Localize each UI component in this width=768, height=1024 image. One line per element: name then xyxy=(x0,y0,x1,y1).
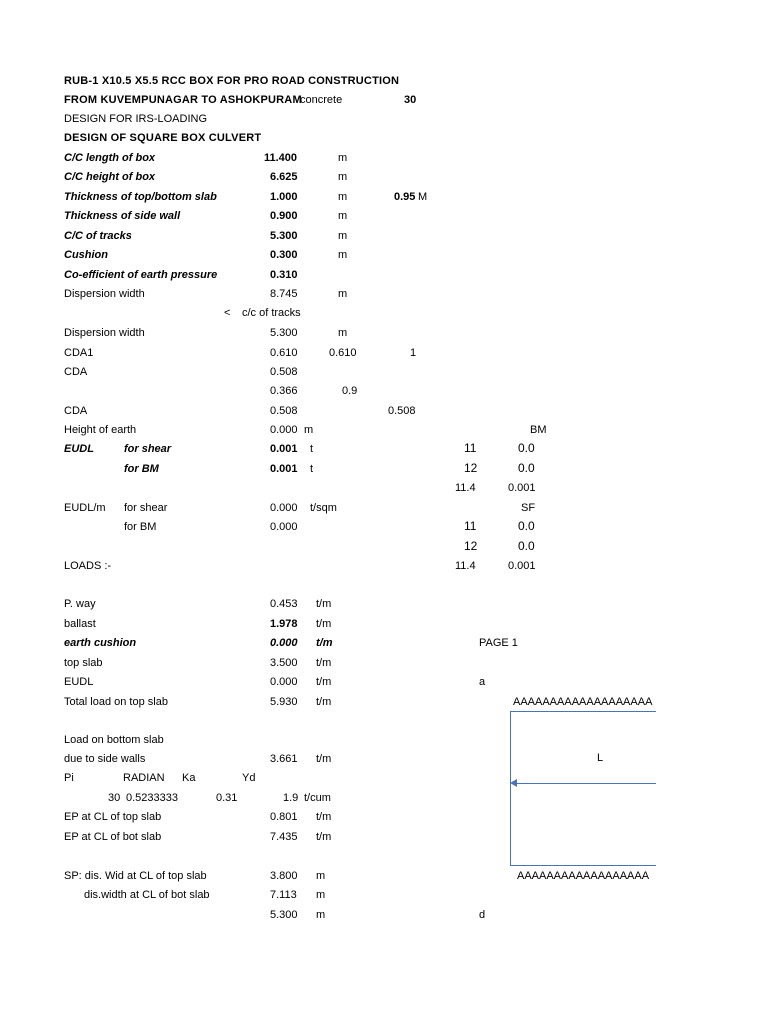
param-label: C/C height of box xyxy=(64,171,156,183)
ka-label: Ka xyxy=(182,772,196,784)
sf-value: 0.0 xyxy=(518,519,535,533)
side-walls-value: 3.661 xyxy=(270,753,298,765)
param-value: 1.000 xyxy=(270,191,298,203)
pi-value: 30 xyxy=(108,792,121,804)
eudlm-label: EUDL/m xyxy=(64,502,106,514)
diagram-top-line xyxy=(510,711,656,712)
cda-value: 0.508 xyxy=(270,405,298,417)
sf-key: 11.4 xyxy=(455,560,476,572)
cda-row3-value-2: 0.9 xyxy=(342,385,358,397)
sp-top-unit: m xyxy=(316,870,326,882)
load-label: earth cushion xyxy=(64,637,137,649)
title-line-2: FROM KUVEMPUNAGAR TO ASHOKPURAM xyxy=(64,94,302,106)
param-label: Cushion xyxy=(64,249,108,261)
load-value: 0.453 xyxy=(270,598,298,610)
ep-top-unit: t/m xyxy=(316,811,332,823)
cda1-value-3: 1 xyxy=(410,347,417,359)
eudl-bm-value: 0.001 xyxy=(270,463,298,475)
extra-value: 0.95 xyxy=(394,191,416,203)
page-label: PAGE 1 xyxy=(479,637,518,649)
param-value: 0.310 xyxy=(270,269,298,281)
ep-bot-unit: t/m xyxy=(316,831,332,843)
cda-value-2: 0.508 xyxy=(388,405,416,417)
load-label: Total load on top slab xyxy=(64,696,168,708)
extra-unit: M xyxy=(418,191,428,203)
dispersion-unit: m xyxy=(338,327,348,339)
eudlm-shear-unit: t/sqm xyxy=(310,502,337,514)
sp-bot-label: dis.width at CL of bot slab xyxy=(84,889,210,901)
load-unit: t/m xyxy=(316,637,333,649)
sp-bot-unit: m xyxy=(316,889,326,901)
load-value: 0.000 xyxy=(270,676,298,688)
load-value: 3.500 xyxy=(270,657,298,669)
eudl-shear-label: for shear xyxy=(124,443,172,455)
load-label: EUDL xyxy=(64,676,94,688)
load-unit: t/m xyxy=(316,598,332,610)
load-unit: t/m xyxy=(316,696,332,708)
param-label: Co-efficient of earth pressure xyxy=(64,269,218,281)
bm-key: 11.4 xyxy=(455,482,476,494)
bm-key: 11 xyxy=(464,441,477,455)
eudlm-shear-label: for shear xyxy=(124,502,168,514)
param-unit: m xyxy=(338,152,348,164)
cda-row3-value-1: 0.366 xyxy=(270,385,298,397)
side-walls-label: due to side walls xyxy=(64,753,146,765)
param-value: 6.625 xyxy=(270,171,298,183)
design-of: DESIGN OF SQUARE BOX CULVERT xyxy=(64,132,262,144)
sf-key: 12 xyxy=(464,539,478,553)
bm-value: 0.0 xyxy=(518,441,535,455)
load-label: top slab xyxy=(64,657,103,669)
load-unit: t/m xyxy=(316,618,332,630)
cda1-value-1: 0.610 xyxy=(270,347,298,359)
cc-tracks-note: c/c of tracks xyxy=(242,307,301,319)
diagram-label-l: L xyxy=(597,752,604,764)
sp-top-label: SP: dis. Wid at CL of top slab xyxy=(64,870,207,882)
diagram-left-wall xyxy=(510,711,511,866)
param-unit: m xyxy=(338,249,348,261)
less-than: < xyxy=(224,307,231,319)
dispersion-label: Dispersion width xyxy=(64,327,145,339)
eudl-shear-unit: t xyxy=(310,443,314,455)
diagram-bottom-line xyxy=(510,865,656,866)
load-label: ballast xyxy=(64,618,96,630)
earth-unit: m xyxy=(304,424,314,436)
arrow-left-icon xyxy=(510,779,517,787)
eudl-label: EUDL xyxy=(64,443,94,455)
param-value: 5.300 xyxy=(270,230,298,242)
bm-header: BM xyxy=(530,424,547,436)
param-label: C/C of tracks xyxy=(64,230,132,242)
ka-value: 0.31 xyxy=(216,792,238,804)
yd-label: Yd xyxy=(242,772,256,784)
ep-top-value: 0.801 xyxy=(270,811,298,823)
radian-label: RADIAN xyxy=(123,772,165,784)
dispersion-value: 5.300 xyxy=(270,327,298,339)
param-value: 0.300 xyxy=(270,249,298,261)
load-bottom-label: Load on bottom slab xyxy=(64,734,164,746)
eudl-bm-unit: t xyxy=(310,463,314,475)
ep-bot-value: 7.435 xyxy=(270,831,298,843)
diagram-label-a: a xyxy=(479,676,486,688)
param-value: 11.400 xyxy=(264,152,298,164)
sf-header: SF xyxy=(521,502,536,514)
diagram-span-arrow-line xyxy=(516,783,656,784)
sf-value: 0.0 xyxy=(518,539,535,553)
sp-top-value: 3.800 xyxy=(270,870,298,882)
dispersion-unit: m xyxy=(338,288,348,300)
load-unit: t/m xyxy=(316,657,332,669)
eudlm-bm-value: 0.000 xyxy=(270,521,298,533)
eudl-bm-label: for BM xyxy=(124,463,159,475)
cda-label: CDA xyxy=(64,366,88,378)
side-walls-unit: t/m xyxy=(316,753,332,765)
sf-value: 0.001 xyxy=(508,560,536,572)
bm-value: 0.0 xyxy=(518,461,535,475)
dispersion-value: 8.745 xyxy=(270,288,298,300)
dispersion-label: Dispersion width xyxy=(64,288,145,300)
cda-label: CDA xyxy=(64,405,88,417)
param-unit: m xyxy=(338,191,348,203)
radian-value: 0.5233333 xyxy=(126,792,178,804)
pi-label: Pi xyxy=(64,772,74,784)
param-value: 0.900 xyxy=(270,210,298,222)
load-value: 1.978 xyxy=(270,618,298,630)
bm-value: 0.001 xyxy=(508,482,536,494)
eudlm-shear-value: 0.000 xyxy=(270,502,298,514)
eudl-shear-value: 0.001 xyxy=(270,443,298,455)
yd-unit: t/cum xyxy=(304,792,331,804)
diagram-top-marks: AAAAAAAAAAAAAAAAAAA xyxy=(513,696,653,708)
param-label: C/C length of box xyxy=(64,152,156,164)
earth-value: 0.000 xyxy=(270,424,298,436)
param-label: Thickness of top/bottom slab xyxy=(64,191,217,203)
title-line-1: RUB-1 X10.5 X5.5 RCC BOX FOR PRO ROAD CONSTRUCTION xyxy=(64,75,400,87)
earth-label: Height of earth xyxy=(64,424,137,436)
cda1-label: CDA1 xyxy=(64,347,94,359)
concrete-label: concrete xyxy=(300,94,343,106)
diagram-label-d: d xyxy=(479,909,486,921)
cda1-value-2: 0.610 xyxy=(329,347,357,359)
param-label: Thickness of side wall xyxy=(64,210,181,222)
design-for: DESIGN FOR IRS-LOADING xyxy=(64,113,208,125)
sp-bot-value: 7.113 xyxy=(270,889,297,901)
sf-key: 11 xyxy=(464,519,477,533)
bm-key: 12 xyxy=(464,461,478,475)
cda-value: 0.508 xyxy=(270,366,298,378)
load-label: P. way xyxy=(64,598,96,610)
load-value: 5.930 xyxy=(270,696,298,708)
param-unit: m xyxy=(338,210,348,222)
ep-bot-label: EP at CL of bot slab xyxy=(64,831,162,843)
loads-label: LOADS :- xyxy=(64,560,112,572)
last-value: 5.300 xyxy=(270,909,298,921)
param-unit: m xyxy=(338,171,348,183)
concrete-value: 30 xyxy=(404,94,417,106)
diagram-bottom-marks: AAAAAAAAAAAAAAAAAA xyxy=(517,870,650,882)
load-unit: t/m xyxy=(316,676,332,688)
load-value: 0.000 xyxy=(270,637,298,649)
param-unit: m xyxy=(338,230,348,242)
eudlm-bm-label: for BM xyxy=(124,521,157,533)
yd-value: 1.9 xyxy=(283,792,299,804)
ep-top-label: EP at CL of top slab xyxy=(64,811,162,823)
last-unit: m xyxy=(316,909,326,921)
